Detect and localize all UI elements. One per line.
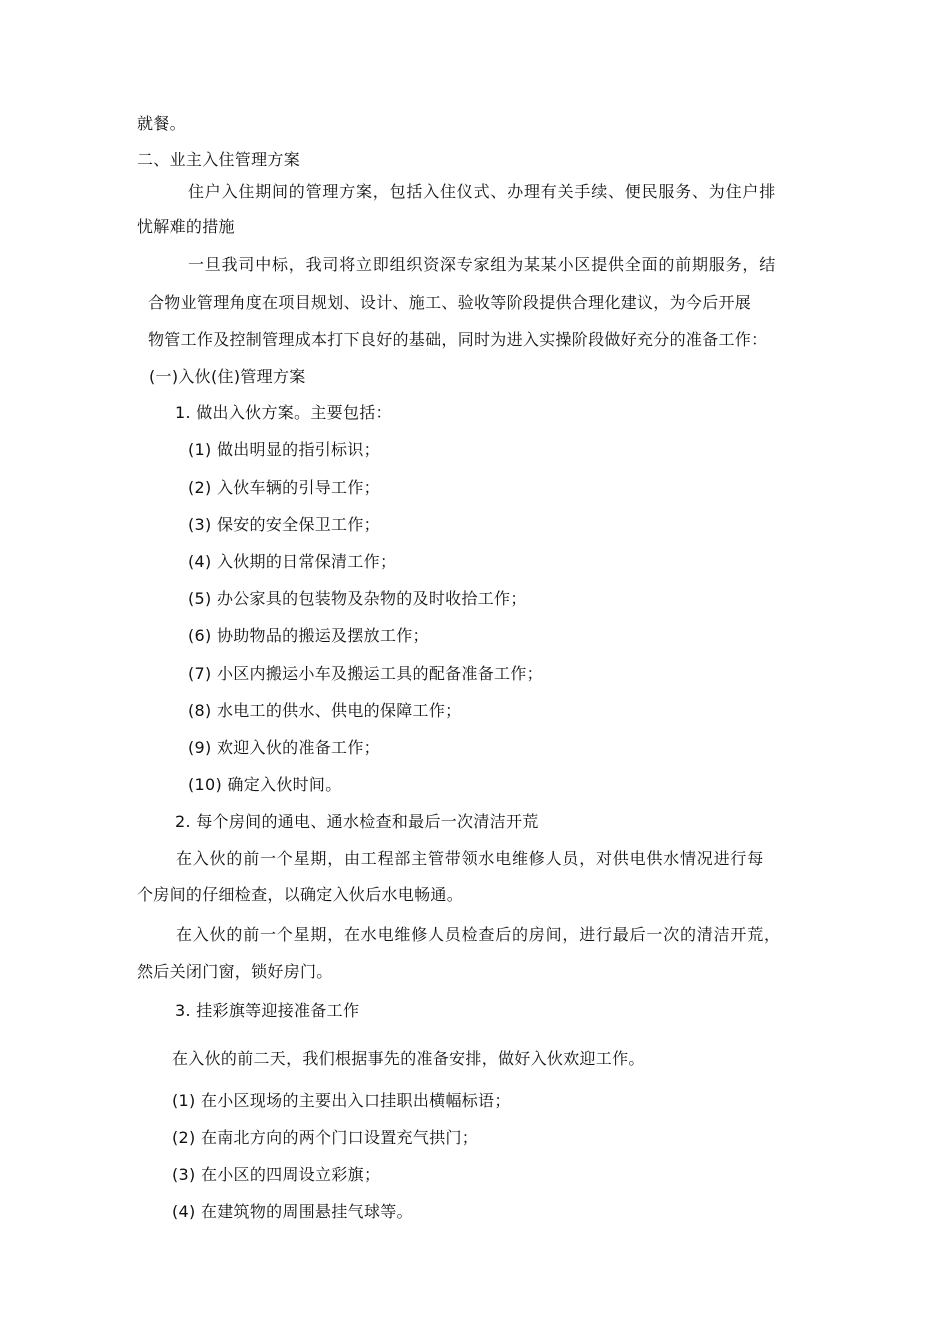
list-heading: 3. 挂彩旗等迎接准备工作 <box>175 1001 360 1020</box>
list-heading: 1. 做出入伙方案。主要包括： <box>175 403 392 422</box>
list-item: (5) 办公家具的包装物及杂物的及时收拾工作； <box>188 589 527 608</box>
paragraph-line: 一旦我司中标，我司将立即组织资深专家组为某某小区提供全面的前期服务，结 <box>188 255 777 274</box>
list-item: (1) 做出明显的指引标识； <box>188 440 380 459</box>
list-item: (2) 在南北方向的两个门口设置充气拱门； <box>172 1128 479 1147</box>
subsection-heading: (一)入伙(住)管理方案 <box>149 367 306 386</box>
paragraph-line: 在入伙的前一个星期，由工程部主管带领水电维修人员，对供电供水情况进行每 <box>176 849 765 868</box>
list-item: (4) 在建筑物的周围悬挂气球等。 <box>172 1202 413 1221</box>
list-item: (8) 水电工的供水、供电的保障工作； <box>188 701 462 720</box>
intro-line: 住户入住期间的管理方案，包括入住仪式、办理有关手续、便民服务、为住户排 <box>188 182 777 201</box>
list-item: (6) 协助物品的搬运及摆放工作； <box>188 626 429 645</box>
list-item: (7) 小区内搬运小车及搬运工具的配备准备工作； <box>188 664 543 683</box>
paragraph-line: 个房间的仔细检查，以确定入伙后水电畅通。 <box>137 885 464 904</box>
list-item: (1) 在小区现场的主要出入口挂职出横幅标语； <box>172 1091 511 1110</box>
list-item: (9) 欢迎入伙的准备工作； <box>188 738 380 757</box>
list-item: (3) 保安的安全保卫工作； <box>188 515 380 534</box>
list-item: (2) 入伙车辆的引导工作； <box>188 478 380 497</box>
paragraph-line: 就餐。 <box>137 114 186 133</box>
intro-line: 忧解难的措施 <box>137 217 235 236</box>
list-item: (3) 在小区的四周设立彩旗； <box>172 1165 381 1184</box>
paragraph-line: 在入伙的前一个星期，在水电维修人员检查后的房间，进行最后一次的清洁开荒， <box>176 925 781 944</box>
section-heading: 二、业主入住管理方案 <box>137 150 301 169</box>
paragraph-line: 在入伙的前二天，我们根据事先的准备安排，做好入伙欢迎工作。 <box>172 1049 645 1068</box>
paragraph-line: 物管工作及控制管理成本打下良好的基础，同时为进入实操阶段做好充分的准备工作： <box>148 330 768 349</box>
paragraph-line: 合物业管理角度在项目规划、设计、施工、验收等阶段提供合理化建议，为今后开展 <box>148 293 752 312</box>
paragraph-line: 然后关闭门窗，锁好房门。 <box>137 962 333 981</box>
list-item: (4) 入伙期的日常保清工作； <box>188 552 397 571</box>
list-item: (10) 确定入伙时间。 <box>188 775 342 794</box>
list-heading: 2. 每个房间的通电、通水检查和最后一次清洁开荒 <box>175 812 539 831</box>
